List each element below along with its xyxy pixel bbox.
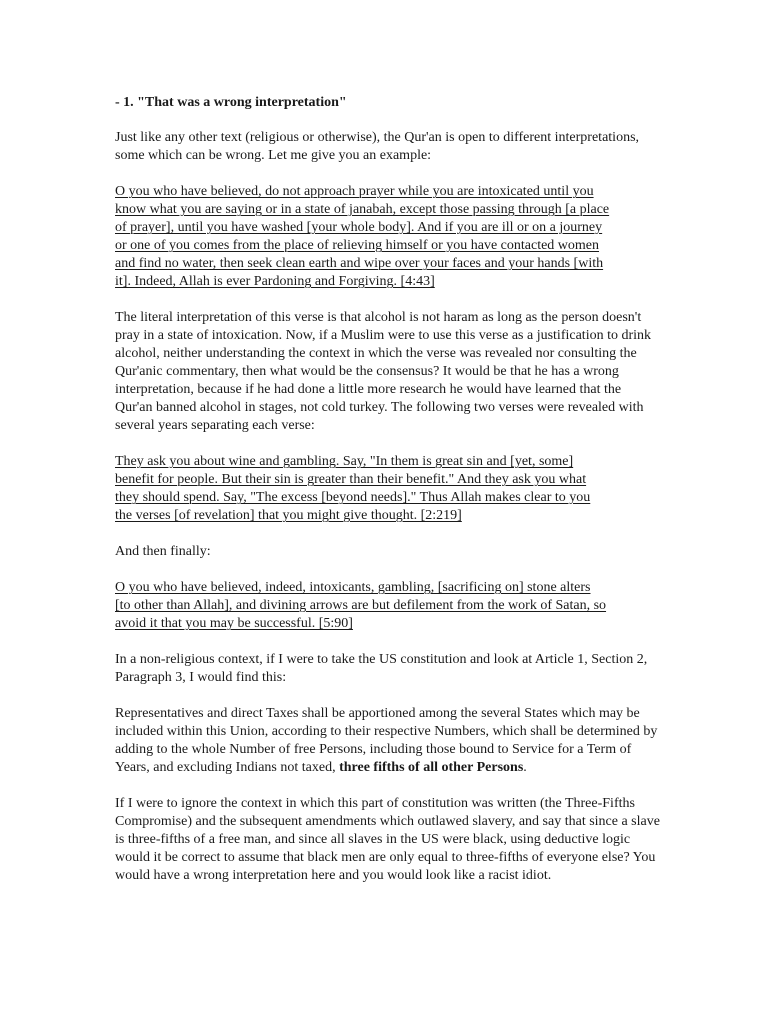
quran-quote-2-219 xyxy=(115,453,660,525)
quote-line: or one of you comes from the place of relieving himself or you have contacted women xyxy=(115,238,600,253)
constitution-intro-paragraph: In a non-religious context, if I were to take the US constitution and look at Article 1, Section 2, Paragraph 3, I would find this: xyxy=(115,652,648,685)
quote-line: and find no water, then seek clean earth and wipe over your faces and your hands [with xyxy=(115,256,604,271)
interpretation-paragraph: The literal interpretation of this verse is that alcohol is not haram as long as the person doesn't pray in a state of intoxication. Now, if a Muslim were to use this verse as a justification to drink alcohol, neither understanding the context in which the verse was revealed nor consulting the Qur'anic commentary, then what would be the consensus? It would be that he has a wrong interpretation, because if he had done a little more research he would have learned that the Qur'an banned alcohol in stages, not cold turkey. The following two verses were revealed with several years separating each verse: xyxy=(115,310,652,433)
quote-line: of prayer], until you have washed [your whole body]. And if you are ill or on a journey xyxy=(115,220,603,235)
section-heading: - 1. "That was a wrong interpretation" xyxy=(115,95,347,110)
constitution-bold-text: three fifths of all other Persons xyxy=(339,760,524,775)
constitution-end: . xyxy=(523,760,527,775)
finally-paragraph: And then finally: xyxy=(115,544,211,559)
quran-quote-5-90 xyxy=(115,579,660,633)
quote-line: know what you are saying or in a state of janabah, except those passing through [a place xyxy=(115,202,610,217)
quote-line: They ask you about wine and gambling. Say, "In them is great sin and [yet, some] xyxy=(115,454,574,469)
document-page xyxy=(115,94,660,903)
quote-line: it]. Indeed, Allah is ever Pardoning and Forgiving. [4:43] xyxy=(115,274,435,289)
quote-line: [to other than Allah], and divining arrows are but defilement from the work of Satan, so xyxy=(115,598,607,613)
quote-line: benefit for people. But their sin is greater than their benefit." And they ask you what xyxy=(115,472,587,487)
quote-line: O you who have believed, indeed, intoxicants, gambling, [sacrificing on] stone alters xyxy=(115,580,591,595)
constitution-quote-paragraph xyxy=(115,705,660,777)
constitution-text: Representatives and direct Taxes shall be apportioned among the several States which may be included within this Union, according to their respective Numbers, which shall be determined by adding to the whole Number of free Persons, including those bound to Service for a Term of Years, and excluding Indians not taxed, xyxy=(115,706,658,775)
quote-line: they should spend. Say, "The excess [beyond needs]." Thus Allah makes clear to you xyxy=(115,490,591,505)
quote-line: the verses [of revelation] that you might give thought. [2:219] xyxy=(115,508,462,523)
quran-quote-4-43 xyxy=(115,183,660,291)
conclusion-paragraph: If I were to ignore the context in which this part of constitution was written (the Three-Fifths Compromise) and the subsequent amendments which outlawed slavery, and say that since a slave is three-fifths of a free man, and since all slaves in the US were black, using deductive logic would it be correct to assume that black men are only equal to three-fifths of everyone else? You would have a wrong interpretation here and you would look like a racist idiot. xyxy=(115,796,660,883)
quote-line: O you who have believed, do not approach prayer while you are intoxicated until you xyxy=(115,184,594,199)
intro-paragraph: Just like any other text (religious or otherwise), the Qur'an is open to different interpretations, some which can be wrong. Let me give you an example: xyxy=(115,130,640,163)
quote-line: avoid it that you may be successful. [5:90] xyxy=(115,616,353,631)
